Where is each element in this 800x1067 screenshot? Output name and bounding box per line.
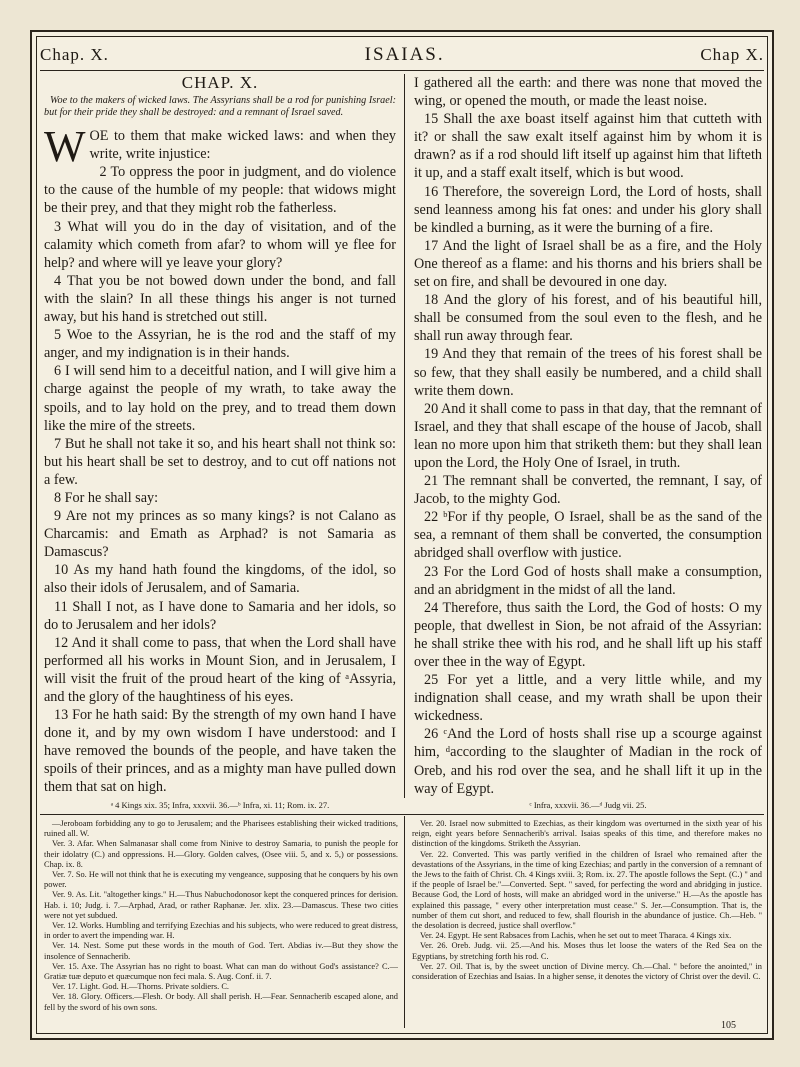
note: Ver. 12. Works. Humbling and terrifying Ezechias and his subjects, who were reduced to great distress, in order to avert the impending war. H. [44,921,398,941]
footnote-references-right: ᶜ Infra, xxxvii. 36.—ᵈ Judg vii. 25. [529,800,647,810]
notes-rule [40,814,764,815]
header-left: Chap. X. [40,45,109,64]
verse: 4 That you be not bowed down under the bond, and fall with the slain? In all these things his anger is not turned away, but his hand is stretched out still. [44,272,396,326]
verse-1 [44,122,396,172]
page-number: 105 [721,1020,736,1031]
verse: 12 And it shall come to pass, that when the Lord shall have performed all his works in Mount Sion, and in Jerusalem, I will visit the fruit of the proud heart of the king of ᵃAssyria, and the glory of the haughtiness of his eyes. [44,634,396,705]
verse-1-text: OE to them that make wicked laws: and when they write, write injustice: [89,128,396,163]
drop-cap: W [44,122,86,172]
verse: 15 Shall the axe boast itself against him that cutteth with it? or shall the saw exalt itself against him by whom it is drawn? as if a rod should lift itself up against him that lifteth it up, and a staff exalt itself, which is but wood. [414,111,762,182]
note: Ver. 7. So. He will not think that he is executing my vengeance, supposing that he conquers by his own power. [44,870,398,890]
note: Ver. 24. Egypt. He sent Rabsaces from Lachis, when he set out to meet Tharaca. 4 Kings xix. [420,931,732,941]
right-column [414,74,762,796]
note: Ver. 3. Afar. When Salmanasar shall come from Ninive to destroy Samaria, to punish the people for their idolatry (C.) and oppressions. H.—Glory. Golden calves, (Osee viii. 5, and x. 5,) or possessions. Chap. ix. 8. [44,839,398,869]
verse: 21 The remnant shall be converted, the remnant, I say, of Jacob, to the mighty God. [414,473,762,508]
verse: 6 I will send him to a deceitful nation, and I will give him a charge against the people of my wrath, to take away the spoils, and to lay hold on the prey, and to tread them down like the mire of the streets. [44,363,396,434]
verse-continuation: I gathered all the earth: and there was none that moved the wing, or opened the mouth, or made the least noise. [414,75,762,110]
verse: 13 For he hath said: By the strength of my own hand I have done it, and by my own wisdom I have understood: and I have removed the bounds of the people, and have taken the spoils of their princes, and as a mighty man have pulled down them that sat on high. [44,707,396,796]
note: Ver. 15. Axe. The Assyrian has no right to boast. What can man do without God's assistance? C.—Gratiæ tuæ deputo et quæcumque non feci mala. S. Aug. Conf. ii. 7. [44,961,398,982]
note: Ver. 20. Israel now submitted to Ezechias, as their kingdom was overturned in the sixth year of his reign, eight years before Sennacherib's arrival. Isaias speaks of this time, and therefore makes no distinction of the kingdoms. Striketh the Assyrian. [412,819,762,849]
verse: 23 For the Lord God of hosts shall make a consumption, and an abridgment in the midst of all the land. [414,563,762,598]
verse: 11 Shall I not, as I have done to Samaria and her idols, so do to Jerusalem and her idols? [44,598,396,633]
note: Ver. 26. Oreb. Judg. vii. 25.—And his. Moses thus let loose the waters of the Red Sea on the Egyptians, by stretching forth his rod. C. [412,941,762,961]
note: Ver. 14. Nest. Some put these words in the mouth of God. Tert. Abdias iv.—But they show the insolence of Sennacherib. [44,941,398,961]
commentary-notes-left [44,819,398,1029]
verse: 9 Are not my princes as so many kings? is not Calano as Charcamis: and Emath as Arphad? is not Samaria as Damascus? [44,508,396,561]
commentary-notes-right [412,819,762,1029]
note: Ver. 17. Light. God. H.—Thorns. Private soldiers. C. [52,982,230,992]
header-right: Chap X. [700,45,764,64]
verse: 24 Therefore, thus saith the Lord, the God of hosts: O my people, that dwellest in Sion, be not afraid of the Assyrian: he shall strike thee with his rod, and he shall lift up his staff over thee in the way of Egypt. [414,599,762,670]
notes-divider [404,816,405,1028]
verse: 8 For he shall say: [54,489,159,506]
verse: 22 ᵇFor if thy people, O Israel, shall be as the sand of the sea, a remnant of them shall be converted, the consumption abridged shall overflow with justice. [414,509,762,562]
chapter-summary: Woe to the makers of wicked laws. The Assyrians shall be a rod for punishing Israel: but for their pride they shall be destroyed: and a remnant of Israel saved. [44,95,396,119]
note: Ver. 27. Oil. That is, by the sweet unction of Divine mercy. Ch.—Chal. " before the anointed," in consideration of Ezechias and Isaias. In a higher sense, it denotes the victory of Christ over the devil. C. [412,961,762,982]
verse: 19 And they that remain of the trees of his forest shall be so few, that they shall easily be numbered, and a child shall write them down. [414,346,762,399]
verse: 5 Woe to the Assyrian, he is the rod and the staff of my anger, and my indignation is in their hands. [44,327,396,362]
verse: 2 To oppress the poor in judgment, and do violence to the cause of the humble of my people: that widows might be their prey, and that they might rob the fatherless. [44,164,396,217]
chapter-heading: CHAP. X. [181,74,259,92]
header-title: ISAIAS. [364,44,445,65]
column-divider [404,74,405,798]
note: Ver. 9. As. Lit. "altogether kings." H.—Thus Nabuchodonosor kept the conquered princes for derision. Hab. i. 10; Judg. i. 7.—Arphad, Arad, or rather Raphanæ. Jer. xlix. 23.—Damascus. These two cities were not yet subdued. [44,890,398,920]
verse: 26 ᶜAnd the Lord of hosts shall rise up a scourge against him, ᵈaccording to the slaughter of Madian in the rock of Oreb, and his rod over the sea, and he shall lift it up in the way of Egypt. [414,726,762,796]
left-column [44,74,396,796]
verse: 7 But he shall not take it so, and his heart shall not think so: but his heart shall be set to destroy, and to cut off nations not a few. [44,435,396,488]
page [30,30,774,1040]
note: —Jeroboam forbidding any to go to Jerusalem; and the Pharisees establishing their wicked traditions, ruined all. W. [44,819,398,839]
note: Ver. 18. Glory. Officers.—Flesh. Or body. All shall perish. H.—Fear. Sennacherib escaped alone, and fell by the sword of his own sons. [44,992,398,1012]
verse: 17 And the light of Israel shall be as a fire, and the Holy One thereof as a flame: and his thorns and his briers shall be set on fire, and shall be devoured in one day. [414,237,762,291]
note: Ver. 22. Converted. This was partly verified in the children of Israel who remained after the devastations of the Assyrians, in the time of king Ezechias; and partly in the conversion of a remnant of the Jews to the faith of Christ. Ch. 4 Kings xviii. 3; Rom. ix. 27. The apostle follows the Sept. (C.) " and if the people of Israel be."—Converted. Sept. " saved, for perfecting the word and abridging in justice. Because God, the Lord of hosts, will make an abridged word in the universe." H.—As the apostle has explained this passage, " every other interpretation must cease." S. Jer.—Consumption. That is, the number of them cut short, and reduced to few, shall flourish in the abundance of justice. Ch.—Heb. " the desolation is decreed, justice shall overflow." [412,849,762,931]
footnote-references-left: ᵃ 4 Kings xix. 35; Infra, xxxvii. 36.—ᵇ Infra, xi. 11; Rom. ix. 27. [110,800,330,810]
verse: 18 And the glory of his forest, and of his beautiful hill, shall be consumed from the soul even to the flesh, and he shall run away through fear. [414,292,762,345]
verse: 20 And it shall come to pass in that day, that the remnant of Israel, and they that shall escape of the house of Jacob, shall lean no more upon him that striketh them: but they shall lean upon the Lord, the Holy One of Israel, in truth. [414,400,762,471]
verse: 16 Therefore, the sovereign Lord, the Lord of hosts, shall send leanness among his fat ones: and under his glory shall be kindled a burning, as it were the burning of a fire. [414,183,762,236]
running-head [40,40,764,71]
verse: 10 As my hand hath found the kingdoms, of the idol, so also their idols of Jerusalem, and of Samaria. [44,562,396,597]
verse: 25 For yet a little, and a very little while, and my indignation shall cease, and my wrath shall be upon their wickedness. [414,672,762,725]
verse: 3 What will you do in the day of visitation, and of the calamity which cometh from afar? to whom will ye flee for help? and where will ye leave your glory? [44,218,396,271]
